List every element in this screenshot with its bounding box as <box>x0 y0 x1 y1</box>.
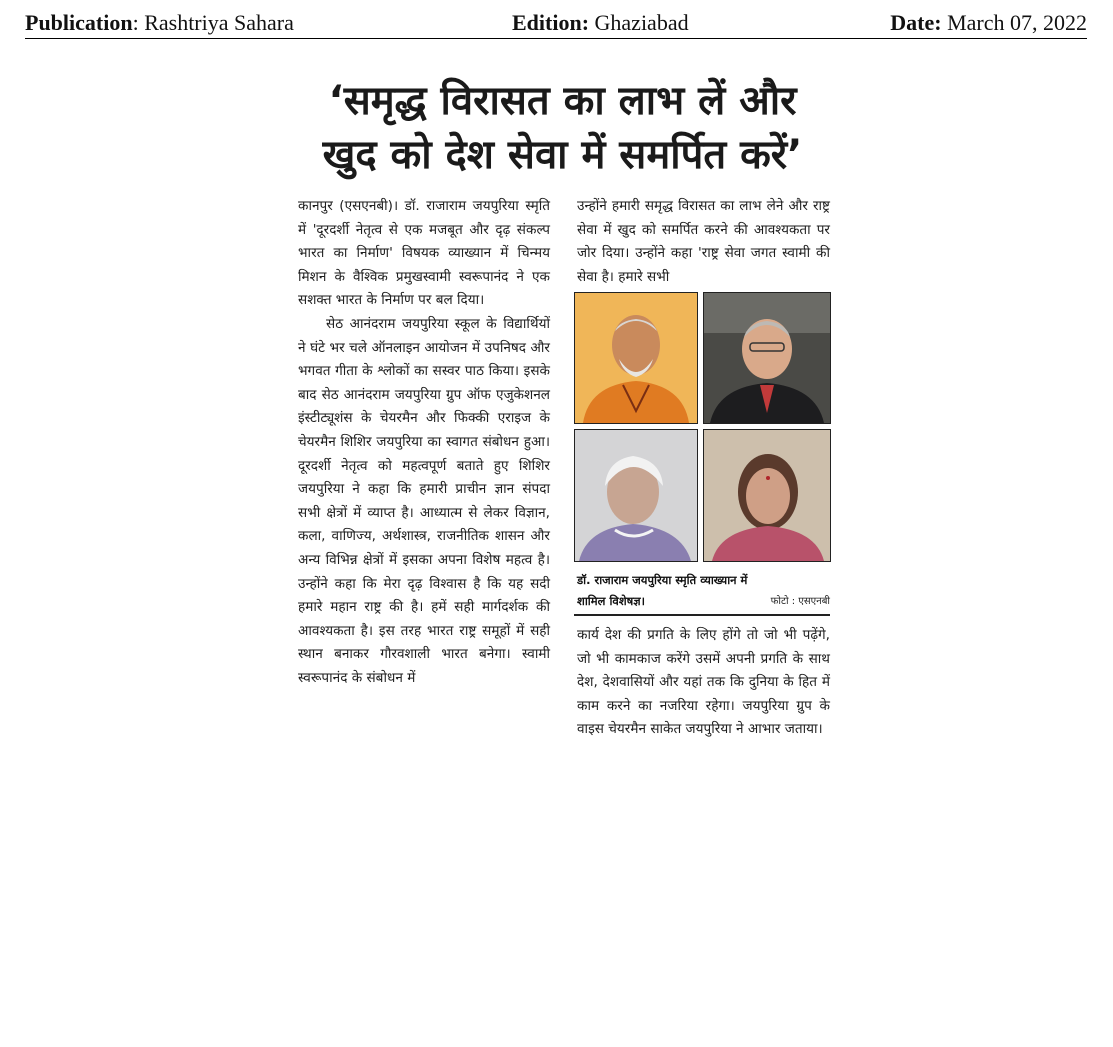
photo-credit: फोटो : एसएनबी <box>770 596 830 607</box>
date-field <box>890 10 1087 36</box>
caption-divider <box>574 614 830 616</box>
article-column-right-top <box>577 195 830 289</box>
date-label: Date: <box>890 10 942 35</box>
photo-speaker-swami <box>574 292 698 424</box>
headline-line-2: खुद को देश सेवा में समर्पित करें’ <box>322 132 803 178</box>
photo-speaker-chairman <box>703 292 831 424</box>
chairman-portrait-image <box>704 293 830 423</box>
clipping-header <box>25 8 1087 39</box>
photo-speaker-woman <box>703 429 831 562</box>
caption-line-2: शामिल विशेषज्ञ। <box>577 594 646 608</box>
publication-value: : Rashtriya Sahara <box>132 10 294 35</box>
article-paragraph-4: कार्य देश की प्रगति के लिए होंगे तो जो भी पढ़ेंगे, जो भी कामकाज करेंगे उसमें अपनी प्रगति के साथ देश, देशवासियों और यहां तक कि दुनिया के हित में काम करने का नजरिया रहेगा। जयपुरिया ग्रुप के वाइस चेयरमैन साकेत जयपुरिया ने आभार जताया। <box>577 627 830 738</box>
article-paragraph-3: उन्होंने हमारी समृद्ध विरासत का लाभ लेने और राष्ट्र सेवा में खुद को समर्पित करने की आवश्यकता पर जोर दिया। उन्होंने कहा 'राष्ट्र सेवा जगत स्वामी की सेवा है। हमारे सभी <box>577 198 830 285</box>
article-headline <box>295 74 830 182</box>
publication-field <box>25 10 294 36</box>
article-paragraph-2: सेठ आनंदराम जयपुरिया स्कूल के विद्यार्थियों ने घंटे भर चले ऑनलाइन आयोजन में उपनिषद और भगवत गीता के श्लोकों का सस्वर पाठ किया। इसके बाद सेठ आनंदराम जयपुरिया ग्रुप ऑफ एजुकेशनल इंस्टीट्यूशंस के चेयरमैन और फिक्की एराइज के चेयरमैन शिशिर जयपुरिया का स्वागत संबोधन हुआ। दूरदर्शी नेतृत्व को महत्वपूर्ण बताते हुए शिशिर जयपुरिया ने कहा कि हमारी प्राचीन ज्ञान संपदा सभी क्षेत्रों में व्याप्त है। आध्यात्म से लेकर विज्ञान, कला, वाणिज्य, अर्थशास्त्र, राजनीतिक शासन और अन्य विभिन्न क्षेत्रों में इसका अपना विशेष महत्व है। उन्होंने कहा कि मेरा दृढ़ विश्वास है कि यह सदी हमारे महान राष्ट्र की है। हमें सही मार्गदर्शक की आवश्यकता है। इस तरह भारत राष्ट्र समूहों में सही स्थान बनाकर गौरवशाली भारत बनेगा। स्वामी स्वरूपानंद के संबोधन में <box>298 315 550 686</box>
elder-portrait-image <box>575 430 697 561</box>
article-paragraph-1: कानपुर (एसएनबी)। डॉ. राजाराम जयपुरिया स्मृति में 'दूरदर्शी नेतृत्व से एक मजबूत और दृढ़ संकल्प भारत का निर्माण' विषयक व्याख्यान में चिन्मय मिशन के वैश्विक प्रमुखस्वामी स्वरूपानंद ने एक सशक्त भारत के निर्माण पर बल दिया। <box>298 198 550 309</box>
woman-portrait-image <box>704 430 830 561</box>
swami-portrait-image <box>575 293 697 423</box>
edition-value: Ghaziabad <box>589 10 689 35</box>
article-column-left <box>298 195 550 690</box>
publication-label: Publication <box>25 10 133 35</box>
article-column-right-bottom <box>577 624 830 742</box>
edition-field <box>512 10 689 36</box>
date-value: March 07, 2022 <box>941 10 1087 35</box>
caption-line-1: डॉ. राजाराम जयपुरिया स्मृति व्याख्यान में <box>577 573 748 587</box>
edition-label: Edition: <box>512 10 590 35</box>
photo-speaker-elder <box>574 429 698 562</box>
headline-line-1: ‘समृद्ध विरासत का लाभ लें और <box>328 78 797 124</box>
